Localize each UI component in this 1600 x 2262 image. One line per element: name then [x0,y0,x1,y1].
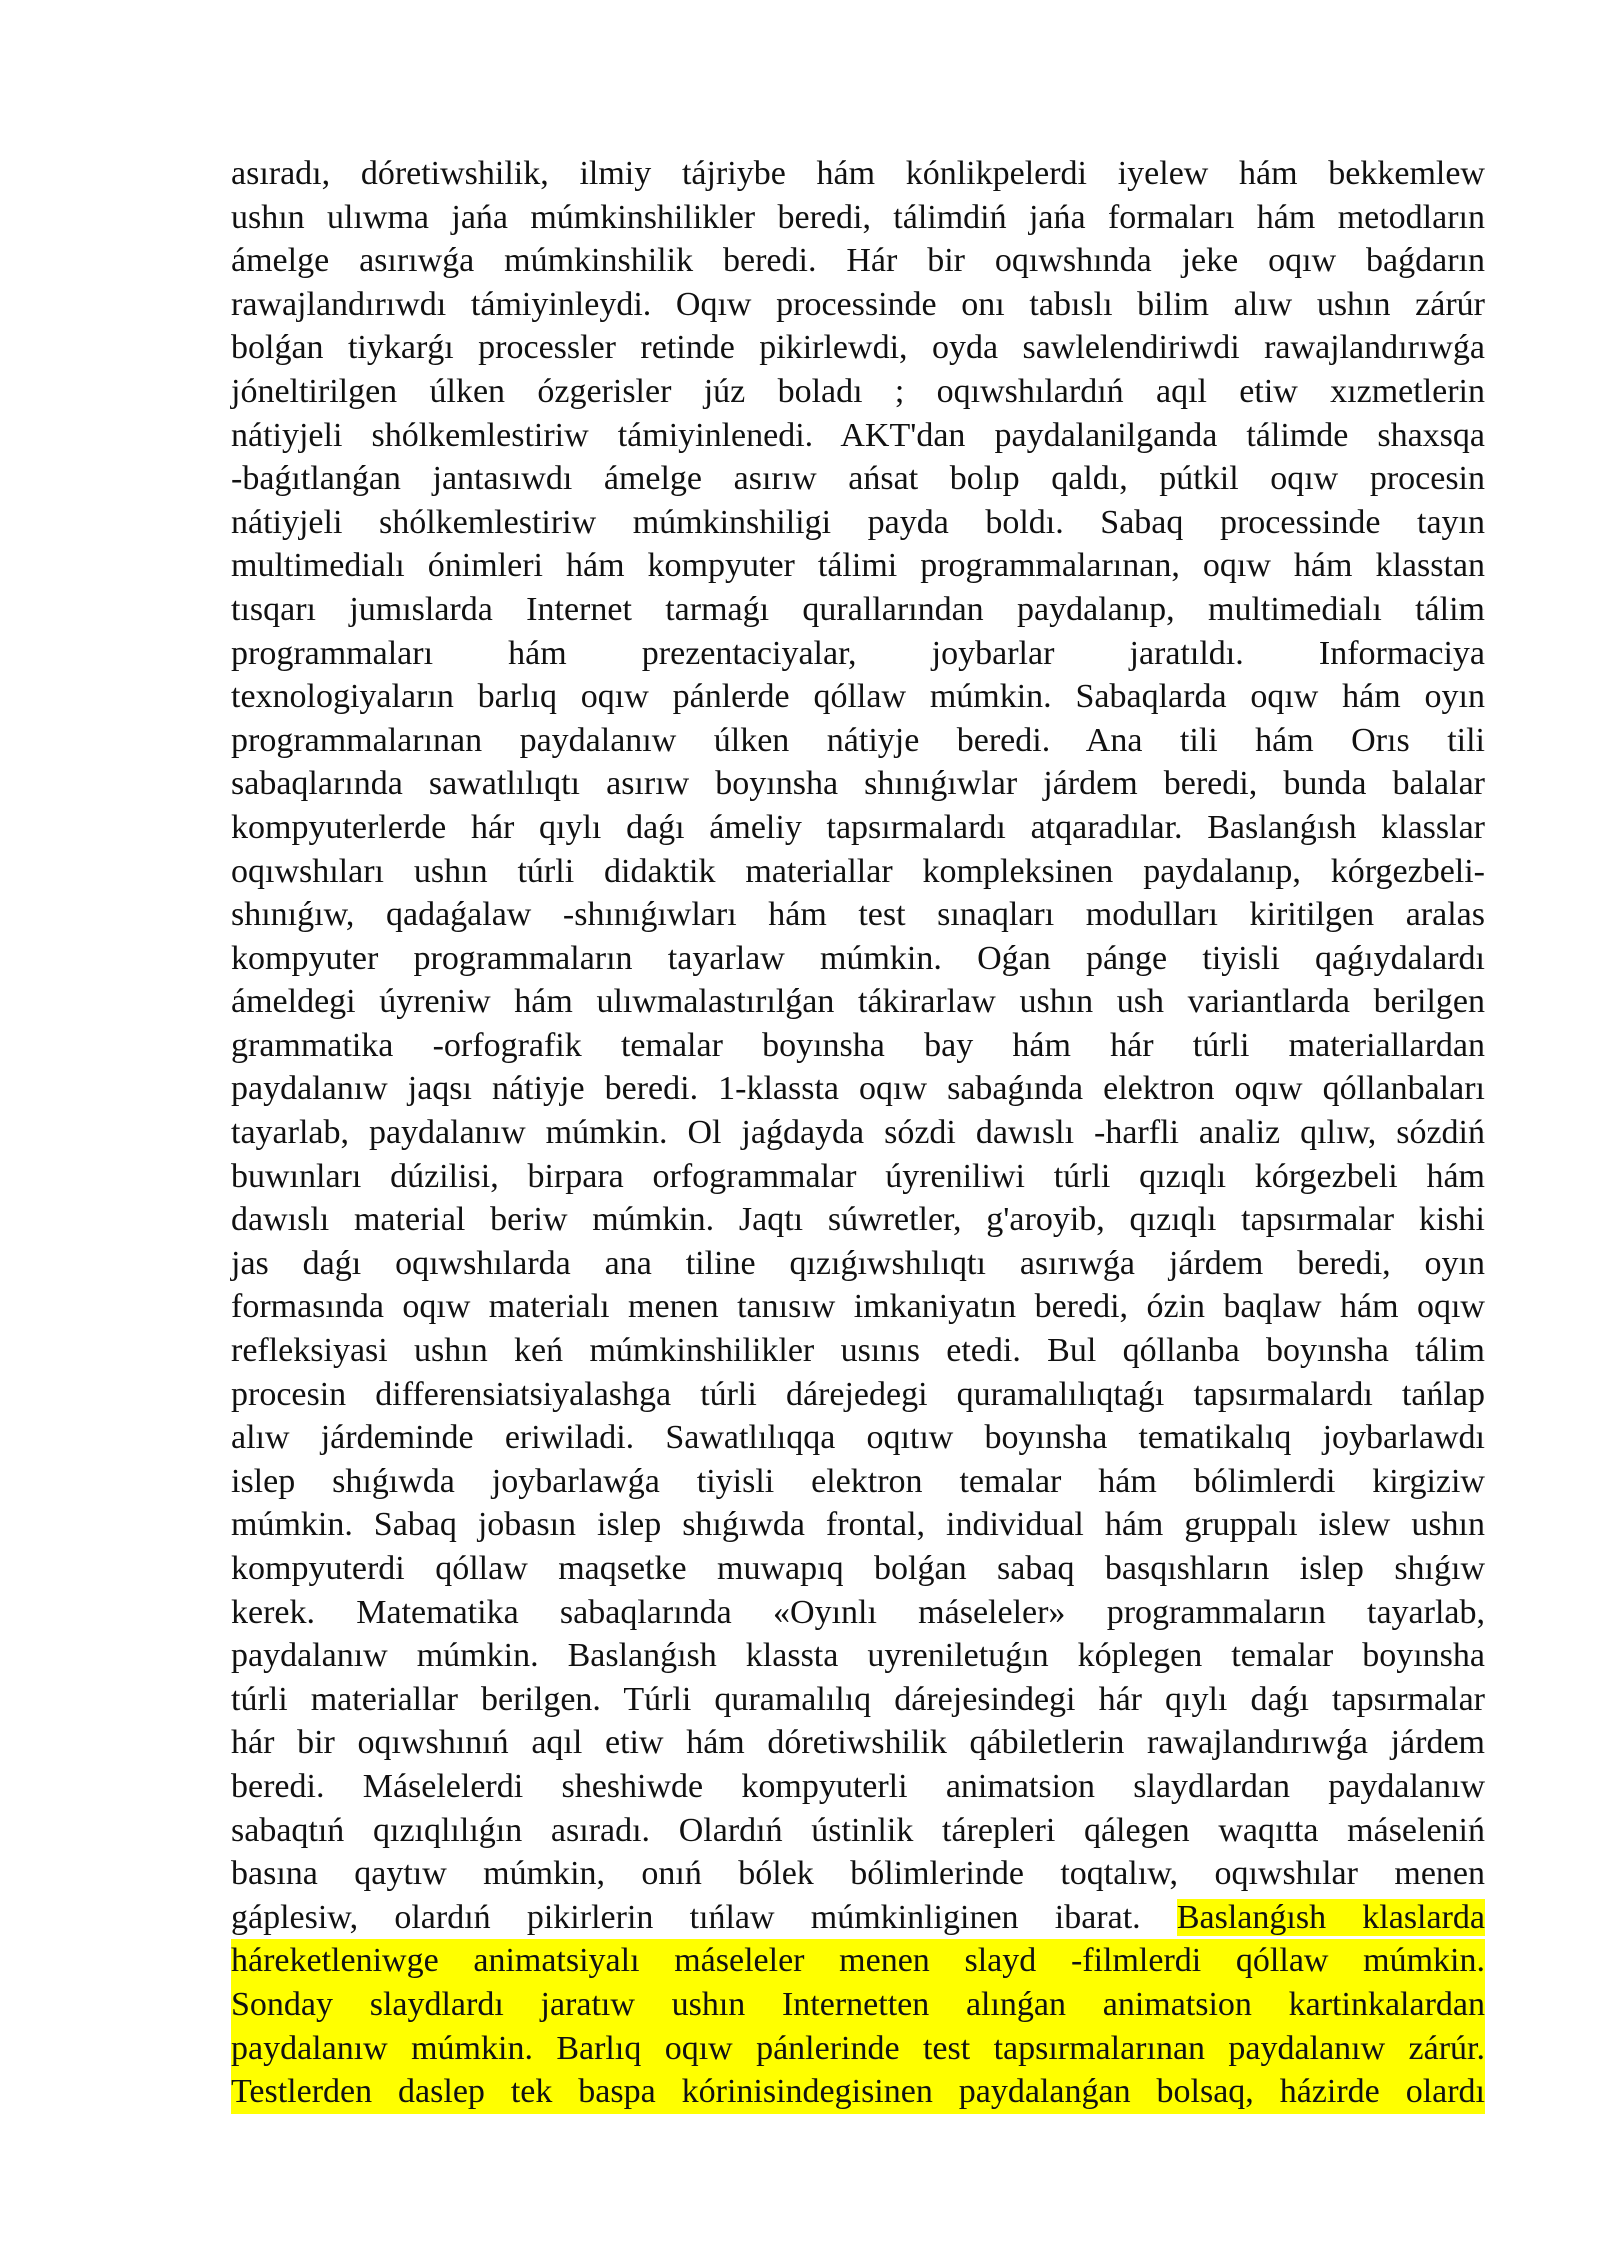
text-line: procesin differensiatsiyalashga túrli dárejedegi quramalılıqtaǵı tapsırmalardı tańlap [231,1375,1485,1413]
text-line [231,1896,1485,1940]
text-line: tısqarı jumıslarda Internet tarmaǵı qurallarından paydalanıp, multimedialı tálim [231,590,1485,628]
text-line: nátiyjeli shólkemlestiriw múmkinshiligi payda boldı. Sabaq processinde tayın [231,503,1485,541]
text-line: oqıwshıları ushın túrli didaktik materiallar kompleksinen paydalanıp, kórgezbeli- [231,852,1485,890]
highlighted-segment: Baslanǵısh klaslarda [1176,1898,1485,1936]
text-line: buwınları dúzilisi, birpara orfogrammalar úyreniliwi túrli qızıqlı kórgezbeli hám [231,1157,1485,1195]
text-line: hár bir oqıwshınıń aqıl etiw hám dóretiwshilik qábiletlerin rawajlandırıwǵa járdem [231,1724,1485,1762]
text-line: -baǵıtlanǵan jantasıwdı ámelge asırıw ańsat bolıp qaldı, pútkil oqıw procesin [231,460,1485,498]
text-line: texnologiyaların barlıq oqıw pánlerde qóllaw múmkin. Sabaqlarda oqıw hám oyın [231,678,1485,716]
text-line: jas daǵı oqıwshılarda ana tiline qızıǵıwshılıqtı asırıwǵa járdem beredi, oyın [231,1244,1485,1282]
text-line: múmkin. Sabaq jobasın islep shıǵıwda frontal, individual hám gruppalı islew ushın [231,1506,1485,1544]
text-line: sabaqlarında sawatlılıqtı asırıw boyınsha shınıǵıwlar járdem beredi, bunda balalar [231,765,1485,803]
text-line: grammatika -orfografik temalar boyınsha bay hám hár túrli materiallardan [231,1026,1485,1064]
text-line: ámelge asırıwǵa múmkinshilik beredi. Hár bir oqıwshında jeke oqıw baǵdarın [231,242,1485,280]
text-line: paydalanıw múmkin. Baslanǵısh klassta uyreniletuǵın kóplegen temalar boyınsha [231,1637,1485,1675]
text-line: dawıslı material beriw múmkin. Jaqtı súwretler, g'aroyib, qızıqlı tapsırmalar kishi [231,1201,1485,1239]
text-line: jóneltirilgen úlken ózgerisler júz boladı ; oqıwshılardıń aqıl etiw xızmetlerin [231,372,1485,410]
text-line: beredi. Máselelerdi sheshiwde kompyuterli animatsion slaydlardan paydalanıw [231,1767,1485,1805]
highlighted-line: háreketleniwge animatsiyalı máseleler menen slayd -filmlerdi qóllaw múmkin. [231,1939,1485,1983]
text-line: tayarlab, paydalanıw múmkin. Ol jaǵdayda sózdi dawıslı -harfli analiz qılıw, sózdiń [231,1114,1485,1152]
text-line: asıradı, dóretiwshilik, ilmiy tájriybe hám kónlikpelerdi iyelew hám bekkemlew [231,155,1485,192]
text-line: basına qaytıw múmkin, onıń bólek bólimlerinde toqtalıw, oqıwshılar menen [231,1855,1485,1893]
body-text [231,152,1485,2114]
text-line: kompyuterlerde hár qıylı daǵı ámeliy tapsırmalardı atqaradılar. Baslanǵısh klasslar [231,808,1485,846]
text-line: refleksiyasi ushın keń múmkinshilikler usınıs etedi. Bul qóllanba boyınsha tálim [231,1332,1485,1370]
text-segment: gáplesiw, olardıń pikirlerin tıńlaw múmkinliginen ibarat. [231,1898,1177,1936]
text-line: shınıǵıw, qadaǵalaw -shınıǵıwları hám test sınaqları modulları kiritilgen aralas [231,896,1485,934]
text-line: alıw járdeminde eriwiladi. Sawatlılıqqa oqıtıw boyınsha tematikalıq joybarlawdı [231,1419,1485,1457]
text-line: ámeldegi úyreniw hám ulıwmalastırılǵan tákirarlaw ushın ush variantlarda berilgen [231,983,1485,1021]
text-line: ushın ulıwma jańa múmkinshilikler beredi, tálimdiń jańa formaları hám metodların [231,198,1485,236]
text-line: programmalarınan paydalanıw úlken nátiyje beredi. Ana tili hám Orıs tili [231,721,1485,759]
text-line: paydalanıw jaqsı nátiyje beredi. 1-klassta oqıw sabaǵında elektron oqıw qóllanbaları [231,1070,1485,1108]
text-line: programmaları hám prezentaciyalar, joybarlar jaratıldı. Informaciya [231,634,1485,672]
text-line: kompyuter programmaların tayarlaw múmkin. Oǵan pánge tiyisli qaǵıydalardı [231,939,1485,977]
text-line: bolǵan tiykarǵı processler retinde pikirlewdi, oyda sawlelendiriwdi rawajlandırıwǵa [231,329,1485,367]
text-line: rawajlandırıwdı támiyinleydi. Oqıw processinde onı tabıslı bilim alıw ushın zárúr [231,285,1485,323]
text-line: nátiyjeli shólkemlestiriw támiyinlenedi. AKT'dan paydalanilganda tálimde shaxsqa [231,416,1485,454]
text-line: kompyuterdi qóllaw maqsetke muwapıq bolǵan sabaq basqıshların islep shıǵıw [231,1550,1485,1587]
text-line: islep shıǵıwda joybarlawǵa tiyisli elektron temalar hám bólimlerdi kirgiziw [231,1462,1485,1500]
highlighted-line: paydalanıw múmkin. Barlıq oqıw pánlerinde test tapsırmalarınan paydalanıw zárúr. [231,2027,1485,2071]
text-line: multimedialı ónimleri hám kompyuter tálimi programmalarınan, oqıw hám klasstan [231,547,1485,585]
highlighted-line: Sonday slaydlardı jaratıw ushın Internetten alınǵan animatsion kartinkalardan [231,1983,1485,2027]
text-line: sabaqtıń qızıqlılıǵın asıradı. Olardıń ústinlik tárepleri qálegen waqıtta máseleniń [231,1811,1485,1849]
text-line: formasında oqıw materialı menen tanısıw imkaniyatın beredi, ózin baqlaw hám oqıw [231,1288,1485,1326]
highlighted-line: Testlerden daslep tek baspa kórinisindegisinen paydalanǵan bolsaq, házirde olardı [231,2070,1485,2114]
text-line: kerek. Matematika sabaqlarında «Oyınlı máseleler» programmaların tayarlab, [231,1593,1485,1631]
text-line: túrli materiallar berilgen. Túrli quramalılıq dárejesindegi hár qıylı daǵı tapsırmalar [231,1680,1485,1718]
